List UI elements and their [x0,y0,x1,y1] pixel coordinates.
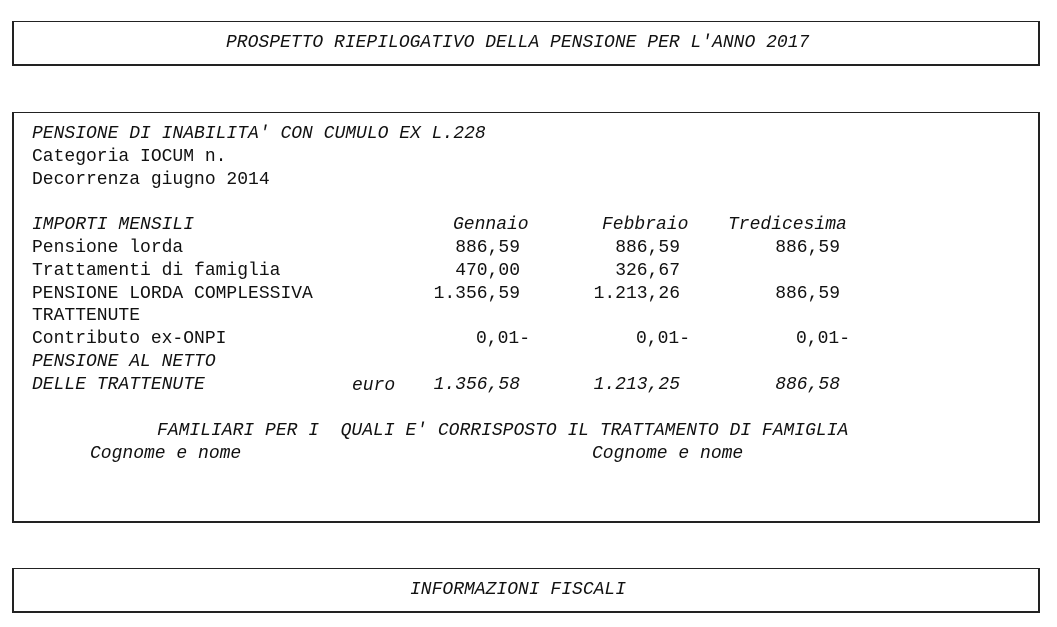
net-value-febbraio: 1.213,25 [593,375,680,395]
deductions-heading: TRATTENUTE [32,306,141,326]
pension-start-date: Decorrenza giugno 2014 [32,170,270,190]
net-label-line-2: DELLE TRATTENUTE [32,375,205,395]
family-column-name-2: Cognome e nome [592,444,744,464]
deduction-value-febbraio: 0,01- [635,329,690,349]
pension-type: PENSIONE DI INABILITA' CON CUMULO EX L.228 [32,124,486,144]
fiscal-info-box [12,568,1040,613]
deduction-value-tredicesima: 0,01- [795,329,850,349]
family-heading: FAMILIARI PER I QUALI E' CORRISPOSTO IL TRATTAMENTO DI FAMIGLIA [157,421,849,441]
fiscal-info-title: INFORMAZIONI FISCALI [410,580,627,600]
currency-label: euro [352,376,396,396]
row-value-gennaio: 470,00 [455,261,520,281]
row-value-tredicesima: 886,59 [775,238,840,258]
net-label-line-1: PENSIONE AL NETTO [32,352,216,372]
header-box [12,21,1040,66]
row-value-febbraio: 326,67 [615,261,680,281]
pension-summary-box [12,112,1040,523]
column-header-tredicesima: Tredicesima [728,215,847,235]
column-header-gennaio: Gennaio [453,215,529,235]
row-value-febbraio: 886,59 [615,238,680,258]
monthly-amounts-heading: IMPORTI MENSILI [32,215,195,235]
family-column-name-1: Cognome e nome [90,444,242,464]
row-label-contributo-onpi: Contributo ex-ONPI [32,329,227,349]
net-value-tredicesima: 886,58 [775,375,840,395]
net-value-gennaio: 1.356,58 [433,375,520,395]
deduction-value-gennaio: 0,01- [475,329,530,349]
row-label-pensione-lorda: Pensione lorda [32,238,184,258]
row-value-gennaio: 1.356,59 [433,284,520,304]
column-header-febbraio: Febbraio [602,215,689,235]
page-title: PROSPETTO RIEPILOGATIVO DELLA PENSIONE PER L'ANNO 2017 [226,33,810,53]
row-label-pensione-lorda-complessiva: PENSIONE LORDA COMPLESSIVA [32,284,313,304]
row-value-gennaio: 886,59 [455,238,520,258]
row-value-febbraio: 1.213,26 [593,284,680,304]
pension-category: Categoria IOCUM n. [32,147,227,167]
row-label-trattamenti-famiglia: Trattamenti di famiglia [32,261,281,281]
row-value-tredicesima: 886,59 [775,284,840,304]
